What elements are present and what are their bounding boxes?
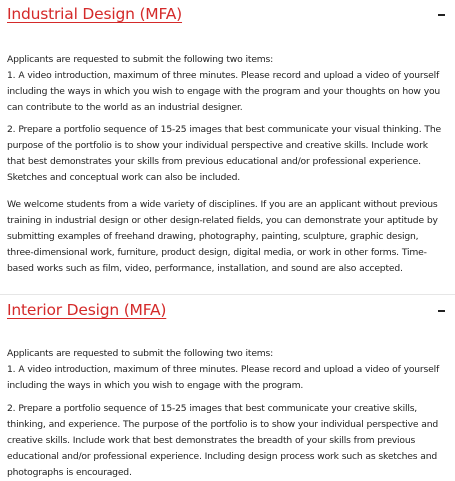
portfolio-paragraph: 2. Prepare a portfolio sequence of 15-25 images that best communicate your visual thinking. The purpose of the portfolio is to show your individual perspective and creative skills. Include work that best demonstrates your skills from previous educational and/or professional experience. Sketches and conceptual work can also be included. (7, 124, 441, 183)
disciplines-paragraph: We welcome students from a wide variety of disciplines. If you are an applicant without previous training in industrial design or other design-related fields, you can demonstrate your aptitude by submitting examples of freehand drawing, photography, painting, sculpture, graphic design, three-dimensional work, furniture, product design, digital media, or work in other forms. Time- based works such as film, video, performance, installation, and sound are also accepted. (7, 199, 438, 274)
section-title[interactable]: Industrial Design (MFA) (7, 5, 183, 23)
requirements-intro-paragraph: Applicants are requested to submit the following two items: 1. A video introduction, maximum of three minutes. Please record and upload a video of yourself including the ways in which you wish to engage with the program. (7, 348, 440, 391)
accordion-section-interior-design (0, 288, 455, 479)
minus-icon[interactable] (435, 303, 449, 317)
requirements-intro-paragraph: Applicants are requested to submit the following two items: 1. A video introduction, maximum of three minutes. Please record and upload a video of yourself including the ways in which you wish to engage with the program and your thoughts on how you can contribute to the world as an industrial designer. (7, 54, 441, 113)
minus-icon[interactable] (435, 7, 449, 21)
accordion-header-industrial-design[interactable] (0, 0, 455, 30)
section-title[interactable]: Interior Design (MFA) (7, 301, 167, 319)
accordion-header-interior-design[interactable] (0, 296, 455, 326)
portfolio-paragraph: 2. Prepare a portfolio sequence of 15-25 images that best communicate your creative skills, thinking, and experience. The purpose of the portfolio is to show your individual perspective and creative skills. Include work that best demonstrates the breadth of your skills from previous educational and/or professional experience. Including design process work such as sketches and photographs is encouraged. (7, 403, 439, 478)
